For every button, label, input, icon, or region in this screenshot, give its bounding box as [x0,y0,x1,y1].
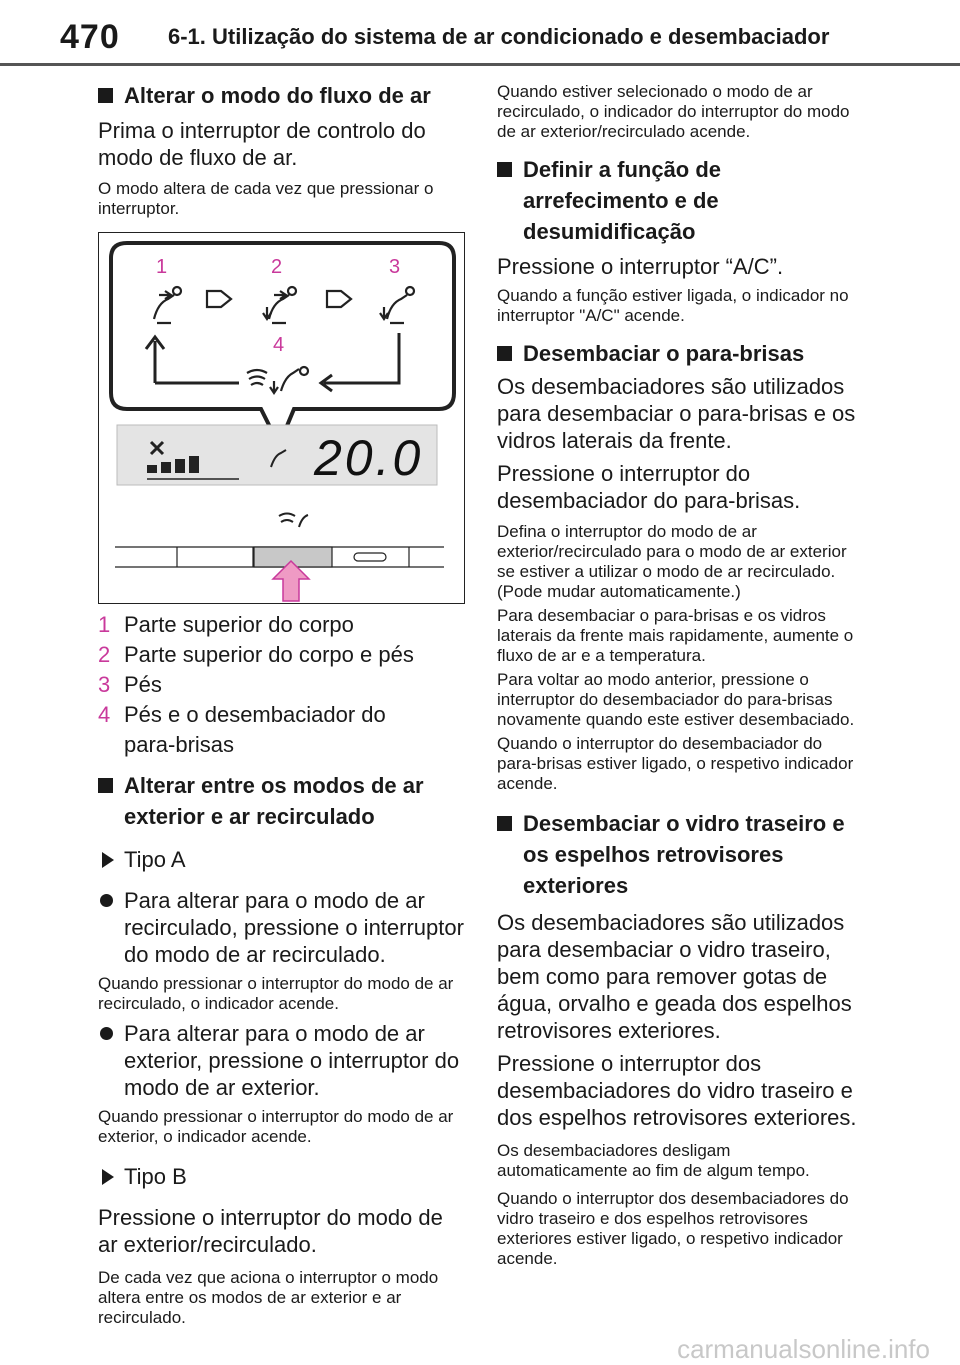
mode-list [98,610,468,760]
type-a-label: Tipo A [98,846,468,873]
paragraph: Pressione o interruptor dos desembaciadores do vidro traseiro e dos espelhos retrovisores exteriores. [497,1051,857,1130]
list-item: 2 Parte superior do corpo e pés [98,642,414,667]
airflow-mode-figure [98,232,465,604]
heading-air-source: Alterar entre os modos de ar exterior e ar recirculado [98,770,468,832]
bullet: Para alterar para o modo de ar exterior, pressione o interruptor do modo de ar exterior. [98,1020,468,1101]
list-item: 4 Pés e o desembaciador do para-brisas [98,702,386,757]
paragraph: Os desembaciadores são utilizados para desembaciar o vidro traseiro, bem como para remover gotas de água, orvalho e geada dos espelhos retrovisores exteriores. [497,910,852,1043]
type-b-label: Tipo B [98,1163,468,1190]
list-item: 3 Pés [98,672,162,697]
airflow-diagram [99,233,464,603]
page-number: 470 [60,18,120,56]
note: O modo altera de cada vez que pressionar o interruptor. [98,179,434,218]
note: Para voltar ao modo anterior, pressione o interruptor do desembaciador do para-brisas novamente quando este estiver desembaciado. [497,670,855,729]
paragraph: Pressione o interruptor “A/C”. [497,254,784,279]
note: Quando o interruptor do desembaciador do para-brisas estiver ligado, o respetivo indicador acende. [497,734,854,793]
heading-windshield: Desembaciar o para-brisas [497,338,862,369]
note: Quando o interruptor dos desembaciadores do vidro traseiro e dos espelhos retrovisores exteriores estiver ligado, o respetivo indicador acende. [497,1189,849,1268]
label-3: 3 [389,256,401,278]
heading-rear-defogger: Desembaciar o vidro traseiro e os espelhos retrovisores exteriores [497,808,862,901]
header-rule [0,63,960,66]
list-item: 1 Parte superior do corpo [98,612,354,637]
right-column [497,82,862,1269]
paragraph: Pressione o interruptor do desembaciador do para-brisas. [497,461,801,513]
note: Quando pressionar o interruptor do modo de ar exterior, o indicador acende. [98,1107,454,1146]
section-title: 6-1. Utilização do sistema de ar condicionado e desembaciador [168,24,830,49]
bullet: Para alterar para o modo de ar recirculado, pressione o interruptor do modo de ar recirculado. [98,887,468,968]
note: Quando estiver selecionado o modo de ar recirculado, o indicador do interruptor do modo de ar exterior/recirculado acende. [497,82,850,141]
note: Para desembaciar o para-brisas e os vidros laterais da frente mais rapidamente, aumente o fluxo de ar e a temperatura. [497,606,854,665]
note: Defina o interruptor do modo de ar exterior/recirculado para o modo de ar exterior se estiver a utilizar o modo de ar recirculado. (Pode mudar automaticamente.) [497,522,847,601]
temperature-display: 20.0 [314,430,424,486]
left-column-lower [98,610,468,1328]
paragraph: Os desembaciadores são utilizados para desembaciar o para-brisas e os vidros laterais da frente. [497,374,856,453]
note: Os desembaciadores desligam automaticamente ao fim de algum tempo. [497,1141,810,1180]
label-2: 2 [271,256,283,278]
paragraph: Prima o interruptor de controlo do modo de fluxo de ar. [98,118,426,170]
paragraph: Pressione o interruptor do modo de ar exterior/recirculado. [98,1205,443,1257]
heading-airflow-mode: Alterar o modo do fluxo de ar [98,80,468,111]
heading-ac: Definir a função de arrefecimento e de desumidificação [497,154,862,247]
note: De cada vez que aciona o interruptor o modo altera entre os modos de ar exterior e ar recirculado. [98,1268,439,1327]
note: Quando pressionar o interruptor do modo de ar recirculado, o indicador acende. [98,974,454,1013]
left-column [98,80,468,219]
label-1: 1 [156,256,168,278]
note: Quando a função estiver ligada, o indicador no interruptor "A/C" acende. [497,286,849,325]
label-4: 4 [273,334,285,356]
watermark: carmanualsonline.info [677,1334,930,1364]
